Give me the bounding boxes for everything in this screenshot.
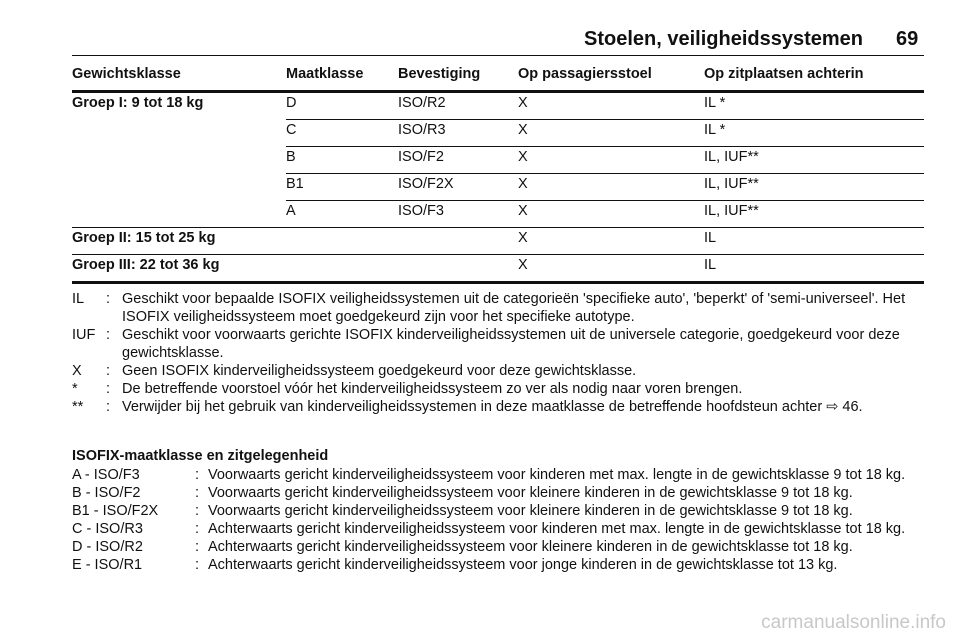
legend-text: De betreffende voorstoel vóór het kinderveiligheidssysteem zo ver als nodig naar voren brengen. [122, 381, 743, 397]
legend-separator: : [106, 327, 111, 343]
class-key: C - ISO/R3 [72, 521, 143, 537]
list-item [72, 556, 928, 574]
legend-key: IUF [72, 327, 96, 343]
cell-size [286, 255, 398, 283]
class-text: Voorwaarts gericht kinderveiligheidssysteem voor kleinere kinderen in de gewichtsklasse 9 tot 18 kg. [208, 485, 853, 501]
cell-passenger: X [518, 120, 704, 147]
table-row [72, 147, 924, 174]
class-key: D - ISO/R2 [72, 539, 143, 555]
page-number: 69 [896, 28, 919, 50]
table-row [72, 201, 924, 228]
cell-group: Groep I: 9 tot 18 kg [72, 95, 204, 111]
cell-passenger: X [518, 147, 704, 174]
class-key: B1 - ISO/F2X [72, 503, 159, 519]
col-passenger-seat: Op passagiersstoel [518, 66, 704, 92]
cell-passenger: X [518, 201, 704, 228]
cell-group: Groep II: 15 tot 25 kg [72, 228, 286, 255]
list-item [72, 484, 928, 502]
cell-passenger: X [518, 255, 704, 283]
cell-fixture [398, 255, 518, 283]
list-item [72, 520, 928, 538]
legend-key: X [72, 363, 82, 379]
class-text: Voorwaarts gericht kinderveiligheidssysteem voor kinderen met max. lengte in de gewichtsklasse 9 tot 18 kg. [208, 467, 906, 483]
cell-fixture: ISO/F3 [398, 201, 518, 228]
class-text: Voorwaarts gericht kinderveiligheidssysteem voor kleinere kinderen in de gewichtsklasse 9 tot 18 kg. [208, 503, 853, 519]
legend-list [72, 290, 924, 416]
cell-passenger: X [518, 228, 704, 255]
cell-size [286, 228, 398, 255]
watermark: carmanualsonline.info [761, 612, 946, 633]
cell-rear: IL, IUF** [704, 147, 924, 174]
cell-size: A [286, 201, 398, 228]
legend-separator: : [106, 363, 111, 379]
cell-fixture [398, 228, 518, 255]
isofix-table [72, 66, 924, 284]
col-rear-seats: Op zitplaatsen achterin [704, 66, 924, 92]
cell-fixture: ISO/F2X [398, 174, 518, 201]
table-row [72, 228, 924, 255]
cell-rear: IL, IUF** [704, 174, 924, 201]
class-separator: : [195, 539, 200, 555]
list-item [72, 466, 928, 484]
cell-fixture: ISO/R3 [398, 120, 518, 147]
legend-text: Geschikt voor bepaalde ISOFIX veiligheidssystemen uit de categorieën 'specifieke auto', 'beperkt' of 'semi-universeel'. Het ISOFIX veiligheidssysteem moet goedgekeurd zijn voor het specifieke autotype. [122, 291, 906, 325]
cell-size: C [286, 120, 398, 147]
legend-text: Geen ISOFIX kinderveiligheidssysteem goedgekeurd voor deze gewichtsklasse. [122, 363, 637, 379]
col-weight-class: Gewichtsklasse [72, 66, 286, 92]
section-title: ISOFIX-maatklasse en zitgelegenheid [72, 448, 329, 464]
cell-passenger: X [518, 174, 704, 201]
legend-item [72, 362, 924, 380]
table-row [72, 174, 924, 201]
header-divider [72, 55, 924, 56]
class-key: B - ISO/F2 [72, 485, 141, 501]
cell-group [72, 174, 286, 201]
legend-text: Verwijder bij het gebruik van kinderveiligheidssystemen in deze maatklasse de betreffende hoofdsteun achter ⇨ 46. [122, 399, 863, 415]
cell-group [72, 201, 286, 228]
legend-key: * [72, 381, 78, 397]
class-key: E - ISO/R1 [72, 557, 143, 573]
class-text: Achterwaarts gericht kinderveiligheidssysteem voor kleinere kinderen in de gewichtsklasse tot 18 kg. [208, 539, 853, 555]
legend-item [72, 380, 924, 398]
cell-group [72, 120, 286, 147]
cell-fixture: ISO/R2 [398, 92, 518, 120]
cell-fixture: ISO/F2 [398, 147, 518, 174]
class-separator: : [195, 557, 200, 573]
col-fixture: Bevestiging [398, 66, 518, 92]
cell-group: Groep III: 22 tot 36 kg [72, 255, 286, 283]
class-text: Achterwaarts gericht kinderveiligheidssysteem voor kinderen met max. lengte in de gewichtsklasse tot 18 kg. [208, 521, 906, 537]
cell-size: B [286, 147, 398, 174]
cell-rear: IL [704, 255, 924, 283]
class-key: A - ISO/F3 [72, 467, 140, 483]
class-separator: : [195, 503, 200, 519]
cell-rear: IL * [704, 120, 924, 147]
page-title: Stoelen, veiligheidssystemen [584, 28, 863, 50]
cell-passenger: X [518, 92, 704, 120]
cell-rear: IL, IUF** [704, 201, 924, 228]
legend-separator: : [106, 381, 111, 397]
class-separator: : [195, 467, 200, 483]
legend-key: IL [72, 291, 85, 307]
table-row [72, 120, 924, 147]
class-separator: : [195, 521, 200, 537]
size-class-list [72, 466, 928, 574]
table-header-row [72, 66, 924, 92]
legend-item [72, 290, 924, 326]
cell-rear: IL * [704, 92, 924, 120]
legend-separator: : [106, 291, 111, 307]
cell-rear: IL [704, 228, 924, 255]
list-item [72, 538, 928, 556]
cell-size: D [286, 92, 398, 120]
cell-size: B1 [286, 174, 398, 201]
legend-item [72, 398, 924, 416]
legend-key: ** [72, 399, 84, 415]
legend-separator: : [106, 399, 111, 415]
list-item [72, 502, 928, 520]
table-row [72, 92, 924, 120]
col-size-class: Maatklasse [286, 66, 398, 92]
legend-item [72, 326, 924, 362]
table-row [72, 255, 924, 283]
class-separator: : [195, 485, 200, 501]
class-text: Achterwaarts gericht kinderveiligheidssysteem voor jonge kinderen in de gewichtsklasse tot 13 kg. [208, 557, 838, 573]
legend-text: Geschikt voor voorwaarts gerichte ISOFIX kinderveiligheidssystemen uit de universele categorie, goedgekeurd voor deze gewichtsklasse. [122, 327, 900, 361]
page-header [0, 0, 960, 56]
cell-group [72, 147, 286, 174]
